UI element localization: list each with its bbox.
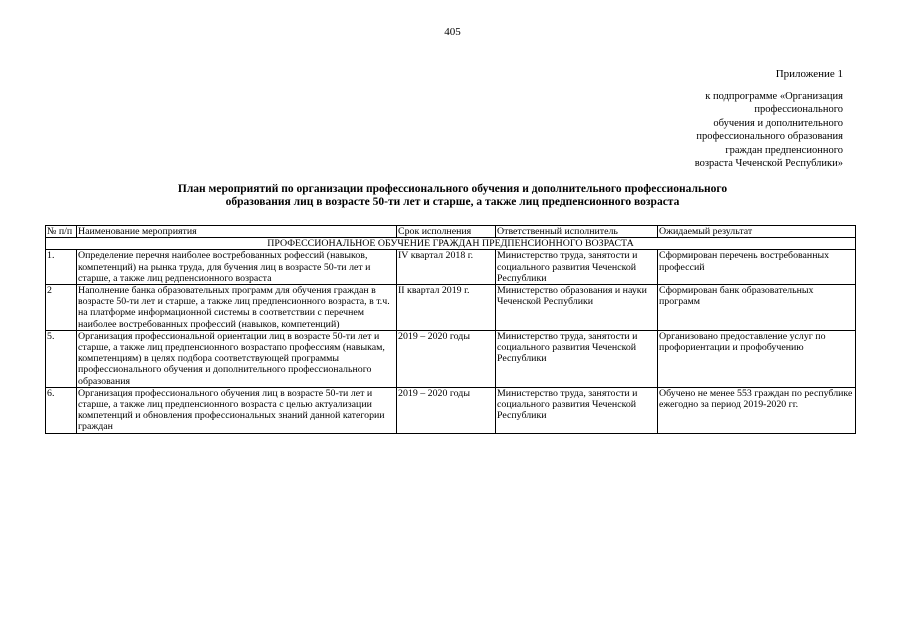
document-title-line: образования лиц в возрасте 50-ти лет и старше, а также лиц предпенсионного возраста bbox=[225, 196, 680, 208]
table-row bbox=[46, 285, 856, 331]
section-title: ПРОФЕССИОНАЛЬНОЕ ОБУЧЕНИЕ ГРАЖДАН ПРЕДПЕНСИОННОГО ВОЗРАСТА bbox=[46, 238, 856, 250]
table-row bbox=[46, 330, 856, 387]
cell-result: Организовано предоставление услуг по профориентации и профобучению bbox=[658, 330, 856, 387]
cell-name: Организация профессиональной ориентации лиц в возрасте 50-ти лет и старше, а также лиц предпенсионного возрастапо профессиям (навыкам, компетенциям) в целях подбора соответствующей программы профессионального обучения и дополнительного профессионального образования bbox=[77, 330, 397, 387]
cell-result: Сформирован банк образовательных программ bbox=[658, 285, 856, 331]
appendix-title: Приложение 1 bbox=[775, 68, 843, 80]
plan-table bbox=[45, 225, 856, 434]
section-row bbox=[46, 238, 856, 250]
document-title-line: План мероприятий по организации профессионального обучения и дополнительного профессионального bbox=[177, 183, 728, 195]
appendix-line: возраста Чеченской Республики» bbox=[694, 158, 843, 169]
appendix-block bbox=[623, 68, 843, 171]
appendix-line: к подпрограмме «Организация bbox=[705, 90, 843, 102]
cell-result: Сформирован перечень востребованных профессий bbox=[658, 250, 856, 285]
page-number: 405 bbox=[444, 26, 461, 38]
table-header-row bbox=[46, 226, 856, 238]
header-result: Ожидаемый результат bbox=[658, 226, 856, 238]
appendix-line: профессионального bbox=[754, 104, 843, 115]
cell-num: 6. bbox=[46, 387, 77, 433]
cell-executor: Министерство труда, занятости и социального развития Чеченской Республики bbox=[496, 387, 658, 433]
cell-executor: Министерство образования и науки Чеченской Республики bbox=[496, 285, 658, 331]
header-term: Срок исполнения bbox=[397, 226, 496, 238]
cell-num: 5. bbox=[46, 330, 77, 387]
cell-term: 2019 – 2020 годы bbox=[397, 330, 496, 387]
document-title bbox=[0, 183, 905, 209]
header-executor: Ответственный исполнитель bbox=[496, 226, 658, 238]
table-row bbox=[46, 387, 856, 433]
cell-executor: Министерство труда, занятости и социального развития Чеченской Республики bbox=[496, 330, 658, 387]
cell-term: 2019 – 2020 годы bbox=[397, 387, 496, 433]
cell-name: Организация профессионального обучения лиц в возрасте 50-ти лет и старше, а также лиц предпенсионного возраста с целью актуализации компетенций и обновления профессиональных знаний данной категории граждан bbox=[77, 387, 397, 433]
appendix-line: профессионального образования bbox=[696, 131, 843, 142]
table-row bbox=[46, 250, 856, 285]
cell-executor: Министерство труда, занятости и социального развития Чеченской Республики bbox=[496, 250, 658, 285]
cell-num: 1. bbox=[46, 250, 77, 285]
cell-name: Наполнение банка образовательных программ для обучения граждан в возрасте 50-ти лет и старше, а также лиц предпенсионного возраста, в т.ч. на платформе информационной системы в соответствии с перечнем наиболее востребованных профессий (навыков, компетенций) bbox=[77, 285, 397, 331]
cell-term: IV квартал 2018 г. bbox=[397, 250, 496, 285]
cell-term: II квартал 2019 г. bbox=[397, 285, 496, 331]
header-name: Наименование мероприятия bbox=[77, 226, 397, 238]
cell-result: Обучено не менее 553 граждан по республике ежегодно за период 2019-2020 гг. bbox=[658, 387, 856, 433]
cell-name: Определение перечня наиболее востребованных рофессий (навыков, компетенций) на рынка труда, для бучения лиц в возрасте 50-ти лет и старше, а также лиц редпенсионного возраста bbox=[77, 250, 397, 285]
appendix-line: граждан предпенсионного bbox=[725, 144, 843, 156]
header-num: № п/п bbox=[46, 226, 77, 238]
cell-num: 2 bbox=[46, 285, 77, 331]
appendix-line: обучения и дополнительного bbox=[713, 117, 843, 129]
